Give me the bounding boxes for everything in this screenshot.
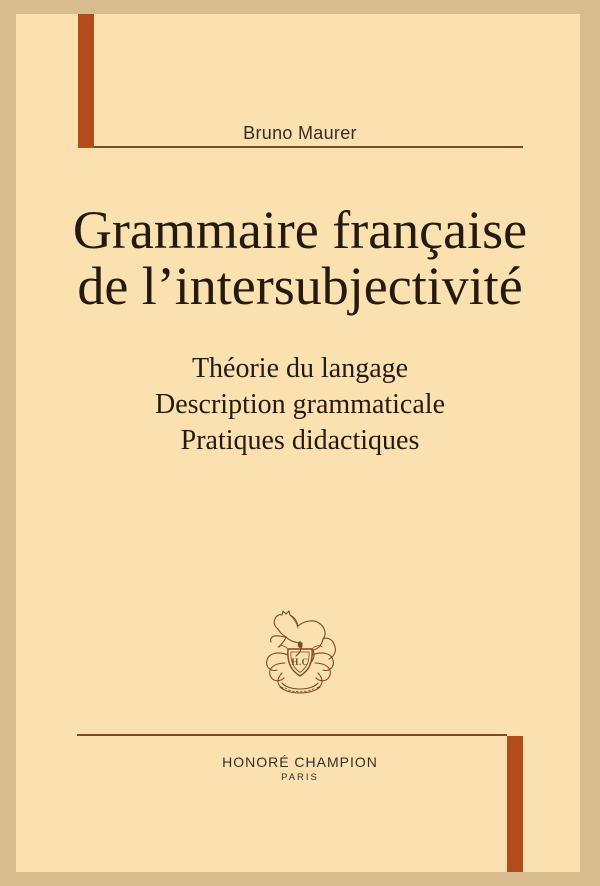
book-title <box>0 202 600 314</box>
rule-bottom <box>77 734 507 736</box>
author-name: Bruno Maurer <box>243 123 357 143</box>
subtitle-line-3: Pratiques didactiques <box>180 425 420 456</box>
shield-emblem <box>288 641 312 676</box>
publisher-logo <box>252 603 348 705</box>
rearing-horse-icon <box>271 611 336 663</box>
title-line-2: de l’intersubjectivité <box>77 256 523 316</box>
title-line-1: Grammaire française <box>72 200 528 260</box>
book-subtitle <box>0 351 600 459</box>
rule-top <box>94 146 523 148</box>
logo-initials: H.C <box>291 657 309 667</box>
publisher-name: HONORÉ CHAMPION <box>222 754 378 770</box>
publisher-block <box>0 754 600 784</box>
publisher-city: PARIS <box>281 772 319 783</box>
logo-flourishes <box>267 646 334 693</box>
subtitle-line-2: Description grammaticale <box>155 389 445 420</box>
subtitle-line-1: Théorie du langage <box>191 353 409 384</box>
